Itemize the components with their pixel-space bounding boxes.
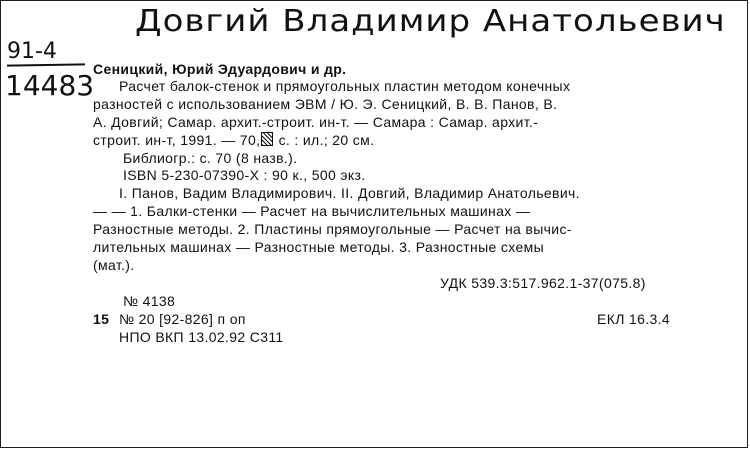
record-line-9: Разностные методы. 2. Пластины прямоугольные — Расчет на вычис- <box>93 221 572 237</box>
record-line-10: лительных машинах — Разностные методы. 3. Разностные схемы <box>93 239 544 255</box>
record-line-1: Расчет балок-стенок и прямоугольных пластин методом конечных <box>119 78 571 94</box>
record-order: № 20 [92-826] п оп <box>119 311 246 327</box>
handwritten-author-name: Довгий Владимир Анатольевич <box>135 3 726 39</box>
record-publisher: НПО ВКП 13.02.92 С311 <box>119 329 284 345</box>
record-line-4-tail: с. : ил.; 20 см. <box>278 132 375 148</box>
record-bibliography: Библиогр.: с. 70 (8 назв.). <box>123 150 298 166</box>
record-line-2: разностей с использованием ЭВМ / Ю. Э. Сеницкий, В. В. Панов, В. <box>93 96 558 112</box>
handwritten-call-number-top: 91-4 <box>7 39 57 64</box>
record-line-4-text: строит. ин-т, 1991. — 70, <box>93 132 261 148</box>
record-ekl: ЕКЛ 16.3.4 <box>597 311 670 327</box>
record-line-3: А. Довгий; Самар. архит.-строит. ин-т. — Самара : Самар. архит.- <box>93 114 539 130</box>
record-heading: Сеницкий, Юрий Эдуардович и др. <box>93 61 347 77</box>
record-line-7: I. Панов, Вадим Владимирович. II. Довгий, Владимир Анатольевич. <box>119 185 580 201</box>
record-line-4 <box>93 132 374 148</box>
record-number: № 4138 <box>123 293 176 309</box>
record-isbn: ISBN 5-230-07390-X : 90 к., 500 экз. <box>123 167 366 183</box>
call-number-underline <box>7 63 85 66</box>
record-order-prefix: 15 <box>93 311 110 327</box>
handwritten-call-number-bottom: 14483 <box>5 69 95 102</box>
record-udk: УДК 539.3:517.962.1-37(075.8) <box>440 275 646 291</box>
pages-glyph <box>261 132 273 146</box>
record-line-8: — — 1. Балки-стенки — Расчет на вычислительных машинах — <box>93 203 531 219</box>
record-line-11: (мат.). <box>93 257 135 273</box>
